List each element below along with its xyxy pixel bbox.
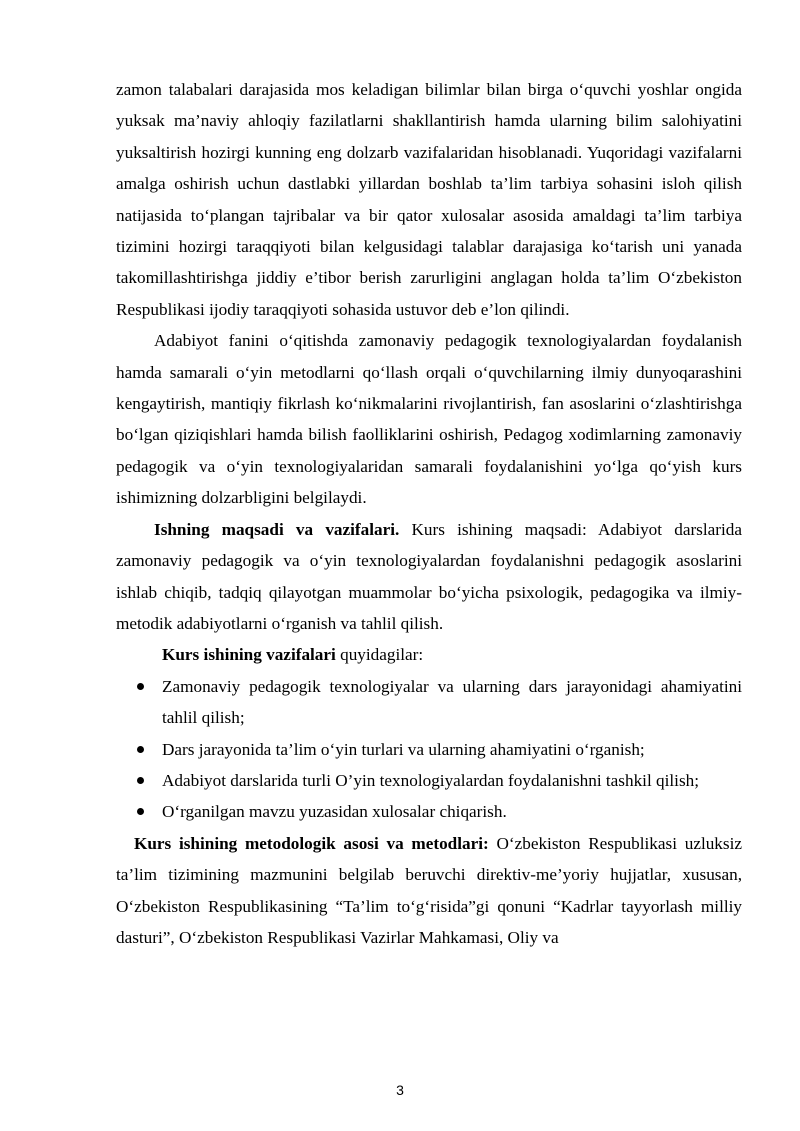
list-item-text: Adabiyot darslarida turli O’yin texnologiyalardan foydalanishni tashkil qilish; — [162, 770, 700, 790]
bullet-icon — [137, 746, 144, 753]
list-item-text: Dars jarayonida ta’lim o‘yin turlari va ularning ahamiyatini o‘rganish; — [162, 739, 645, 759]
list-item — [162, 671, 742, 734]
methodology-text: O‘zbekiston Respublikasi uzluksiz ta’lim tizimining mazmunini belgilab beruvchi direktiv-me’yoriy hujjatlar, xususan, O‘zbekiston Respublikasining “Ta’lim to‘g‘risida”gi qonuni “Kadrlar tayyorlash milliy dasturi”, O‘zbekiston Respublikasi Vazirlar Mahkamasi, Oliy va — [116, 833, 742, 947]
list-item — [162, 796, 742, 827]
list-item-text: O‘rganilgan mavzu yuzasidan xulosalar chiqarish. — [162, 802, 507, 822]
tasks-list — [116, 671, 742, 828]
bullet-icon — [137, 777, 144, 784]
goal-heading: Ishning maqsadi va vazifalari. — [154, 519, 400, 539]
paragraph-goal — [116, 514, 742, 640]
tasks-intro-text: quyidagilar: — [335, 645, 424, 665]
page-number: 3 — [396, 1082, 404, 1098]
paragraph-relevance: Adabiyot fanini o‘qitishda zamonaviy pedagogik texnologiyalardan foydalanish hamda samarali o‘yin metodlarni qo‘llash orqali o‘quvchilarning ilmiy dunyoqarashini kengaytirish, mantiqiy fikrlash ko‘nikmalarini rivojlantirish, fan asoslarini o‘zlashtirishga bo‘lgan qiziqishlari hamda bilish faolliklarini oshirish, Pedagog xodimlarning zamonaviy pedagogik va o‘yin texnologiyalaridan samarali foydalanishini yo‘lga qo‘yish kurs ishimizning dolzarbligini belgilaydi. — [116, 331, 742, 508]
methodology-heading: Kurs ishining metodologik asosi va metodlari: — [134, 833, 489, 853]
list-item — [162, 734, 742, 765]
paragraph-methodology — [116, 828, 742, 954]
bullet-icon — [137, 683, 144, 690]
list-item — [162, 765, 742, 796]
paragraph-context: zamon talabalari darajasida mos keladigan bilimlar bilan birga o‘quvchi yoshlar ongida yuksak ma’naviy ahloqiy fazilatlarni shakllantirish hamda ularning bilim salohiyatini yuksaltirish hozirgi kunning eng dolzarb vazifalaridan hisoblanadi. Yuqoridagi vazifalarni amalga oshirish uchun dastlabki yillardan boshlab ta’lim tarbiya sohasini isloh qilish natijasida to‘plangan tajribalar va bir qator xulosalar asosida amaldagi ta’lim tarbiya tizimini hozirgi taraqqiyoti bilan kelgusidagi talablar darajasiga ko‘tarish uni yanada takomillashtirishga jiddiy e’tibor berish zarurligini anglagan holda ta’lim O‘zbekiston Respublikasi ijodiy taraqqiyoti sohasida ustuvor deb e’lon qilindi. — [116, 80, 742, 319]
paragraph-tasks-intro — [116, 639, 742, 670]
bullet-icon — [137, 808, 144, 815]
tasks-heading: Kurs ishining vazifalari — [162, 645, 336, 665]
goal-text: Kurs ishining maqsadi: Adabiyot darslarida zamonaviy pedagogik va o‘yin texnologiyalardan foydalanishni pedagogik asoslarini ishlab chiqib, tadqiq qilayotgan muammolar bo‘yicha psixologik, pedagogika va ilmiy-metodik adabiyotlarni o‘rganish va tahlil qilish. — [116, 519, 742, 633]
page-body — [116, 74, 742, 953]
list-item-text: Zamonaviy pedagogik texnologiyalar va ularning dars jarayonidagi ahamiyatini tahlil qilish; — [162, 676, 742, 728]
